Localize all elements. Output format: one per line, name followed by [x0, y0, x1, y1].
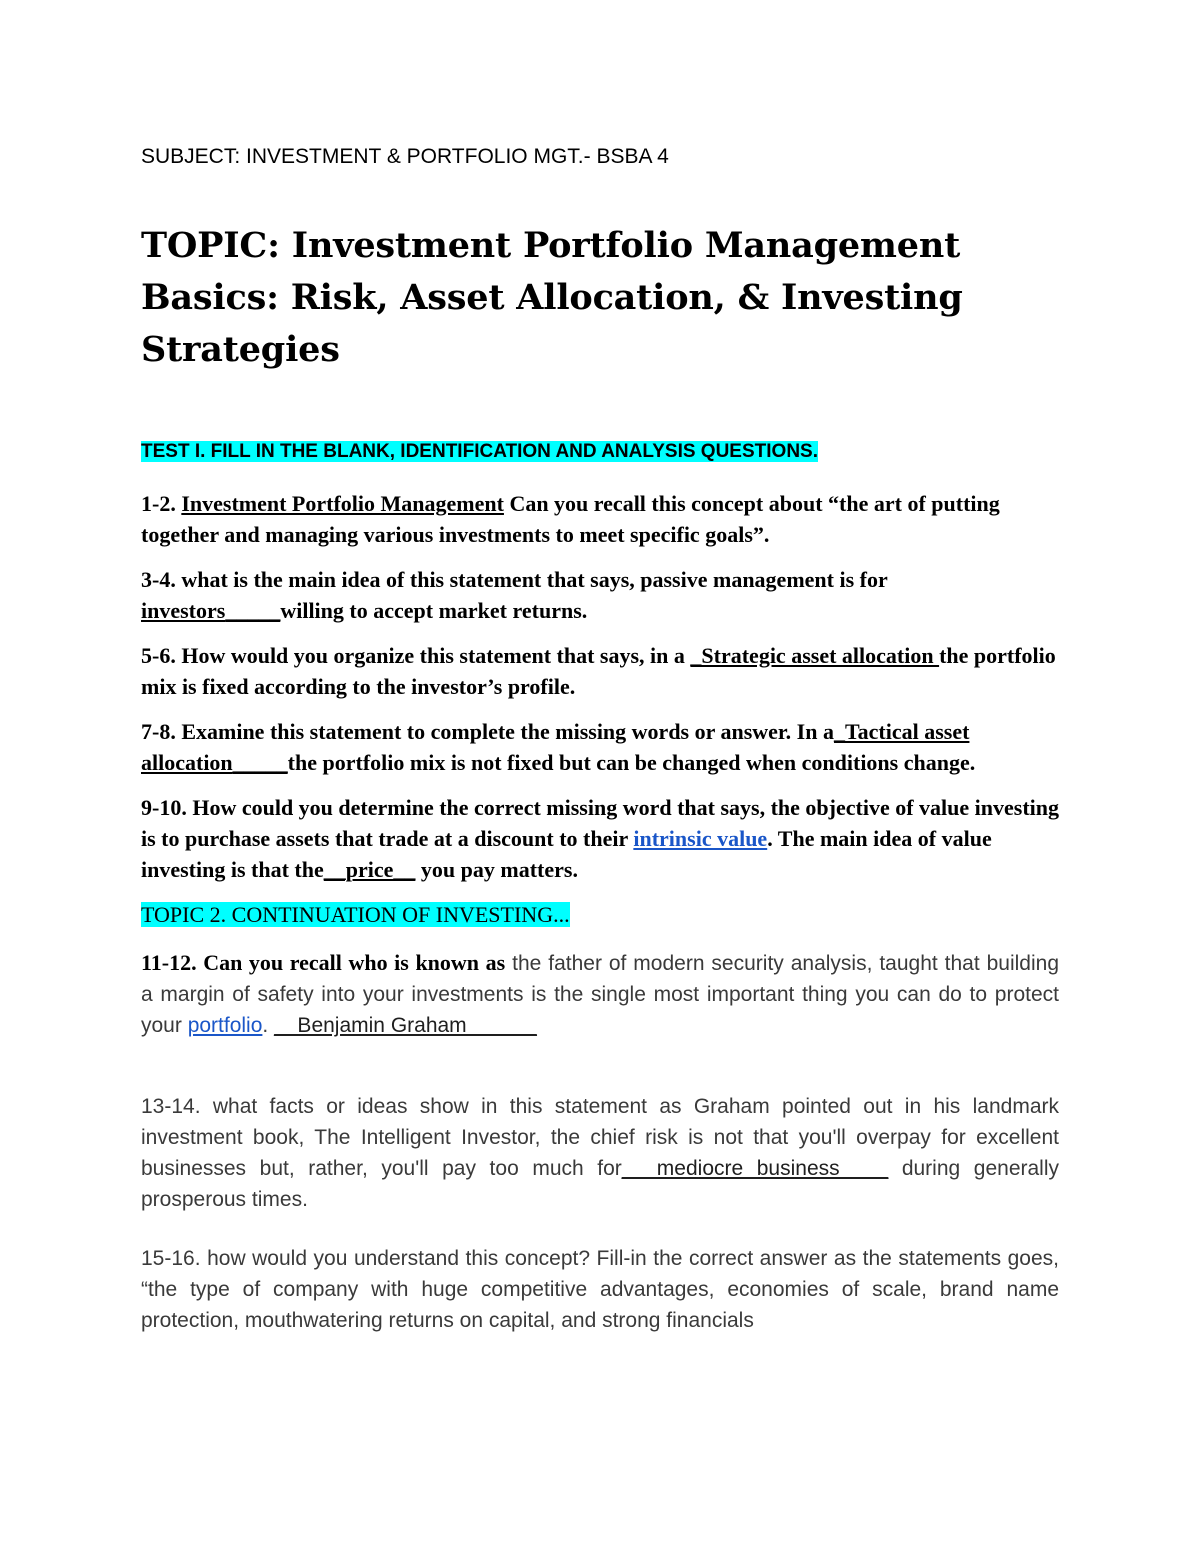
question-7-8	[141, 716, 1059, 778]
subject-line: SUBJECT: INVESTMENT & PORTFOLIO MGT.- BSBA 4	[141, 145, 669, 168]
question-11-12	[141, 947, 1059, 1041]
topic-2-heading	[141, 901, 1059, 929]
question-text: 9-10. How could you determine the correct missing word that says, the objective of value investing is to purchase assets that trade at a discount to their	[141, 795, 1059, 851]
question-text-end: during generally prosperous times.	[141, 1157, 1059, 1211]
question-text: 15-16. how would you understand this concept? Fill-in the correct answer as the statements goes, “the type of company with huge competitive advantages, economies of scale, brand name protection, mouthwatering returns on capital, and strong financials	[141, 1247, 1059, 1332]
document-content	[141, 140, 1059, 1336]
question-text: 5-6. How would you organize this statement that says, in a	[141, 643, 691, 668]
question-1-2	[141, 488, 1059, 550]
portfolio-link[interactable]: portfolio	[187, 1014, 263, 1037]
blank-line: _____	[232, 750, 288, 775]
answer: _Tactical asset allocation	[141, 719, 970, 775]
question-text-end: you pay matters.	[415, 857, 578, 882]
intrinsic-value-link[interactable]: intrinsic value	[633, 826, 768, 851]
answer: __Benjamin Graham______	[274, 1014, 537, 1037]
question-5-6	[141, 640, 1059, 702]
test-heading	[141, 438, 1059, 466]
question-text: 7-8. Examine this statement to complete the missing words or answer. In a	[141, 719, 834, 744]
question-13-14	[141, 1091, 1059, 1215]
answer: ___mediocre business_ __	[621, 1157, 889, 1180]
answer: _Strategic asset allocation	[690, 643, 940, 668]
question-text: Can you recall this concept about “the art of putting together and managing various investments to meet specific goals”.	[141, 491, 1000, 547]
question-3-4	[141, 564, 1059, 626]
question-text-mid: .	[262, 1014, 275, 1037]
answer: investors	[141, 598, 226, 623]
answer: __price__	[323, 857, 416, 882]
question-number: 1-2.	[141, 491, 182, 516]
answer: Investment Portfolio Management	[181, 491, 504, 516]
question-text: 3-4. what is the main idea of this statement that says, passive management is for	[141, 567, 888, 592]
question-text-end: the portfolio mix is fixed according to the investor’s profile.	[141, 643, 1056, 699]
page-title: TOPIC: Investment Portfolio Management Basics: Risk, Asset Allocation, & Investing Strategies	[141, 225, 963, 370]
question-text-end: the portfolio mix is not fixed but can be changed when conditions change.	[287, 750, 976, 775]
question-text: 13-14. what facts or ideas show in this statement as Graham pointed out in his landmark investment book, The Intelligent Investor, the chief risk is not that you'll overpay for excellent businesses but, rather, you'll pay too much for	[141, 1095, 1059, 1180]
test-heading-text: TEST I. FILL IN THE BLANK, IDENTIFICATION AND ANALYSIS QUESTIONS.	[141, 441, 818, 462]
question-lead: 11-12. Can you recall who is known as	[141, 950, 506, 975]
question-text: the father of modern security analysis, taught that building a margin of safety into your investments is the single most important thing you can do to protect your	[141, 952, 1059, 1037]
question-text-end: willing to accept market returns.	[280, 598, 588, 623]
blank-line: _____	[225, 598, 281, 623]
question-9-10	[141, 792, 1059, 885]
question-15-16	[141, 1243, 1059, 1336]
topic-2-heading-text: TOPIC 2. CONTINUATION OF INVESTING...	[141, 902, 570, 927]
question-text-mid: . The main idea of value investing is that the	[141, 826, 992, 882]
